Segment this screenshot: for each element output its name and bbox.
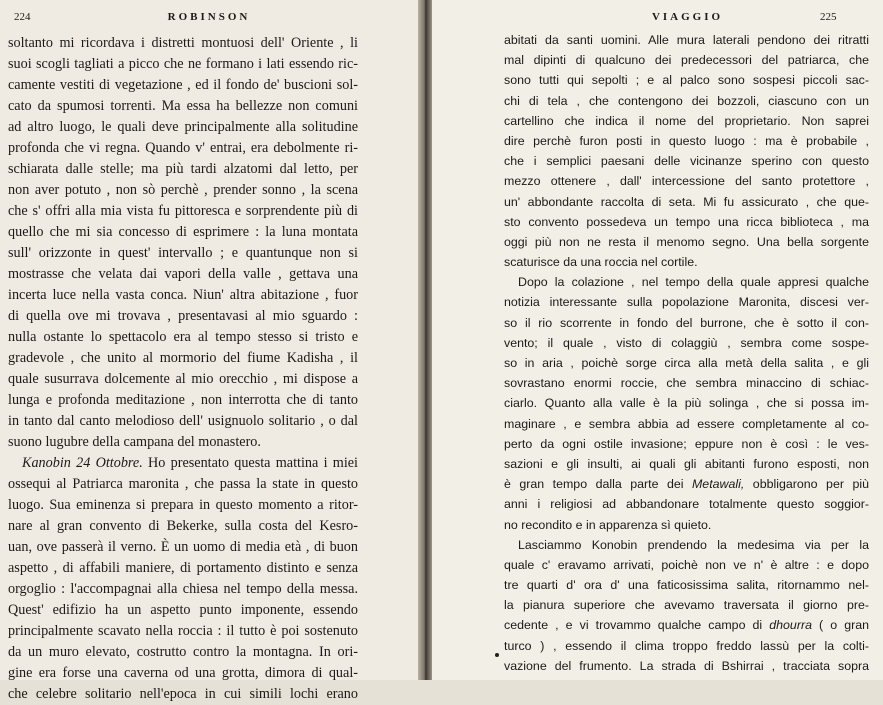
text-line: camente vestiti di vegetazione , ed il fondo de' buscioni sol- [8, 77, 358, 93]
right-paragraph-1 [504, 30, 869, 272]
text-line: oggi più non ne resta il menomo segno. Una bella sorgente [504, 234, 869, 249]
text-line: mal dipinti di qualcuno dei predecessori del patriarca, che [504, 53, 869, 68]
text-line: lunga e profonda meditazione , non interrotta che di tanto [8, 392, 358, 408]
text-line: principalmente scavato nella roccia : il tutto è poi sostenuto [8, 623, 358, 639]
text-line [8, 453, 358, 474]
text-line: che celebre solitario nell'epoca in cui simili lochi erano [8, 686, 358, 702]
text-line: cartellino che indica il nome del proprietario. Non saprei [504, 113, 869, 128]
text-line: che i semplici paesani delle vicinanze sperino con questo [504, 154, 869, 169]
text-line: mezzo ottenere , dall' intercessione del santo protettore , [504, 174, 869, 189]
text-line: orgoglio : l'accompagnai alla chiesa nel tempo della messa. [8, 581, 358, 597]
right-page-header [432, 11, 883, 25]
text-line: ad altro luogo, le quali deve principalmente alla solitudine [8, 119, 358, 135]
line-text: ( o gran [811, 618, 869, 633]
italic-word: dhourra [769, 618, 812, 633]
text-line: nulla ostante lo spettacolo era al tempo stesso si tristo e [8, 329, 358, 345]
text-line: cato da spumosi torrenti. Ma essa ha bellezze non comuni [8, 98, 358, 114]
text-line: Quest' edifizio ha un aspetto punto imponente, essendo [8, 602, 358, 618]
text-line: un' abbondante raccolta di seta. Mi fu assicurato , che que- [504, 194, 869, 209]
text-line: aspetto , di affabili maniere, di portamento distinto e senza [8, 560, 358, 576]
text-line: notizia interessante sulla popolazione Maronita, discesi ver- [504, 295, 869, 310]
text-line: abitati da santi uomini. Alle mura laterali pendono dei ritratti [504, 33, 869, 47]
right-paragraph-2 [504, 272, 869, 474]
text-line: turco ) , essendo il clima troppo freddo lassù per la colti- [504, 638, 869, 653]
right-page [432, 0, 883, 680]
text-line: la pianura superiore che avevamo traversata il giorno pre- [504, 598, 869, 613]
text-line: anni i religiosi ad abbandonare totalmente questo soggior- [504, 497, 869, 512]
text-line: incerta luce nella vasta conca. Niun' altra abitazione , fuor [8, 287, 358, 303]
italic-word: Metawali, [691, 477, 745, 492]
text-line: quale c' eravamo arrivati, poichè non ve n' è altre : e dopo [504, 557, 869, 572]
ink-speck [495, 653, 499, 657]
text-line: Lasciammo Konobin prendendo la medesima via per la [518, 537, 869, 552]
right-running-title: VIAGGIO [651, 11, 724, 23]
italic-dateline: Kanobin 24 Ottobre. [22, 455, 143, 471]
text-line: no recondito e in apparenza sì quieto. [504, 517, 712, 532]
right-paragraph-2-end [504, 494, 869, 534]
left-page-text [8, 33, 358, 705]
text-line: vento; il quale , visto di colaggiù , sembra come sospe- [504, 335, 869, 350]
text-line: sono tutti qui sepolti ; e al palco sono sospesi piccoli sac- [504, 73, 869, 88]
right-paragraph-3-end [504, 636, 869, 676]
left-running-title: ROBINSON [167, 11, 251, 23]
text-line: ciarlo. Quanto alla valle è la più solinga , che si possa im- [504, 396, 869, 411]
text-line: suono lugubre della campana del monastero. [8, 434, 261, 450]
line-text: cedente , e vi trovammo qualche campo di [504, 618, 770, 633]
text-line: schiarata dalle stelle; ma più tardi alzatomi dal letto, per [8, 161, 358, 177]
text-line: ossequi al Patriarca maronita , che passa la state in questo [8, 476, 358, 492]
text-line: uan, ove passerà il verno. È un uomo di media età , di buon [8, 539, 358, 555]
line-text: è gran tempo dalla parte dei [504, 477, 692, 492]
left-paragraph-2 [8, 474, 358, 705]
right-paragraph-3 [504, 535, 869, 616]
text-line: vazione del frumento. La strada di Bshirrai , tracciata sopra [504, 658, 869, 673]
left-page-number: 224 [14, 11, 31, 23]
right-page-number: 225 [820, 11, 837, 23]
text-line [504, 474, 869, 494]
text-line: so in aria , poichè sorge circa alla metà della salita , e gli [504, 356, 869, 370]
text-line: di quella ove mi trovava , presentavasi al mio sguardo : [8, 308, 358, 324]
text-line: mostrasse che velata dai vapori della valle , gettava una [8, 266, 358, 282]
text-line: tre quarti d' ora d' una faticosissima salita, ritornammo nel- [504, 578, 869, 593]
left-page [0, 0, 418, 702]
text-line: luogo. Sua eminenza si prepara in questo momento a ritor- [8, 497, 358, 513]
text-line: sovrastano enormi roccie, che sembra minaccino di schiac- [504, 376, 869, 391]
text-line: suoi scogli tagliati a picco che ne formano i lati essendo ric- [8, 56, 358, 72]
left-paragraph-1 [8, 33, 358, 453]
text-line: gine era forse una caverna od una grotta, dimora di qual- [8, 665, 358, 681]
text-line: non aver potuto , non sò perchè , prender sonno , la scena [8, 182, 358, 198]
text-line: che s' offri alla mia vista fu pittoresca e sorprendente più di [8, 203, 358, 219]
text-line: da un muro elevato, costrutto contro la montagna. In ori- [8, 644, 358, 660]
text-line: chi di tela , che contengono dei bozzoli, ciascuno con un [504, 93, 869, 108]
line-text: obbligarono per più [744, 477, 869, 492]
book-gutter [418, 0, 432, 680]
text-line: soltanto mi ricordava i distretti montuosi dell' Oriente , li [8, 35, 358, 51]
right-page-text [504, 30, 869, 676]
text-line: dire perchè furon posti in questo luogo : ma è probabile , [504, 133, 869, 148]
text-line: in tanto dal canto melodioso dell' usignuolo solitario , o dal [8, 413, 358, 429]
text-line: so il rio scorrente in fondo del burrone, che è sotto il con- [504, 315, 869, 330]
text-line: sto convento possedeva un tempo una ricca biblioteca , ma [504, 214, 869, 229]
text-line: sazioni e gli insulti, ai quali gli abitanti furono esposti, non [504, 456, 869, 471]
text-line: gradevole , che unito al mormorio del fiume Kadisha , il [8, 350, 358, 366]
text-line: quello che mi sia concesso di esprimere : la luna montata [8, 224, 358, 240]
text-line: nare al gran convento di Bekerke, sulla costa del Kesro- [8, 518, 358, 534]
text-line: quale susurrava dolcemente al mio orecchio , mi dispose a [8, 371, 358, 387]
text-line: Dopo la colazione , nel tempo della quale appresi qualche [518, 275, 869, 290]
text-line: perto da ogni ostile invasione; eppure non è così : le ves- [504, 436, 869, 451]
left-page-header [0, 11, 418, 25]
line-text: Ho presentato questa mattina i miei [142, 455, 358, 471]
text-line [504, 615, 869, 635]
text-line: sull' orizzonte in quest' intervallo ; e quantunque non si [8, 245, 358, 261]
text-line: maginare , e sembra abbia ad essere completamente al co- [504, 416, 869, 431]
text-line: profonda che vi regna. Quando v' entrai, era debolmente ri- [8, 140, 358, 156]
text-line: scaturisce da una roccia nel cortile. [504, 255, 698, 270]
